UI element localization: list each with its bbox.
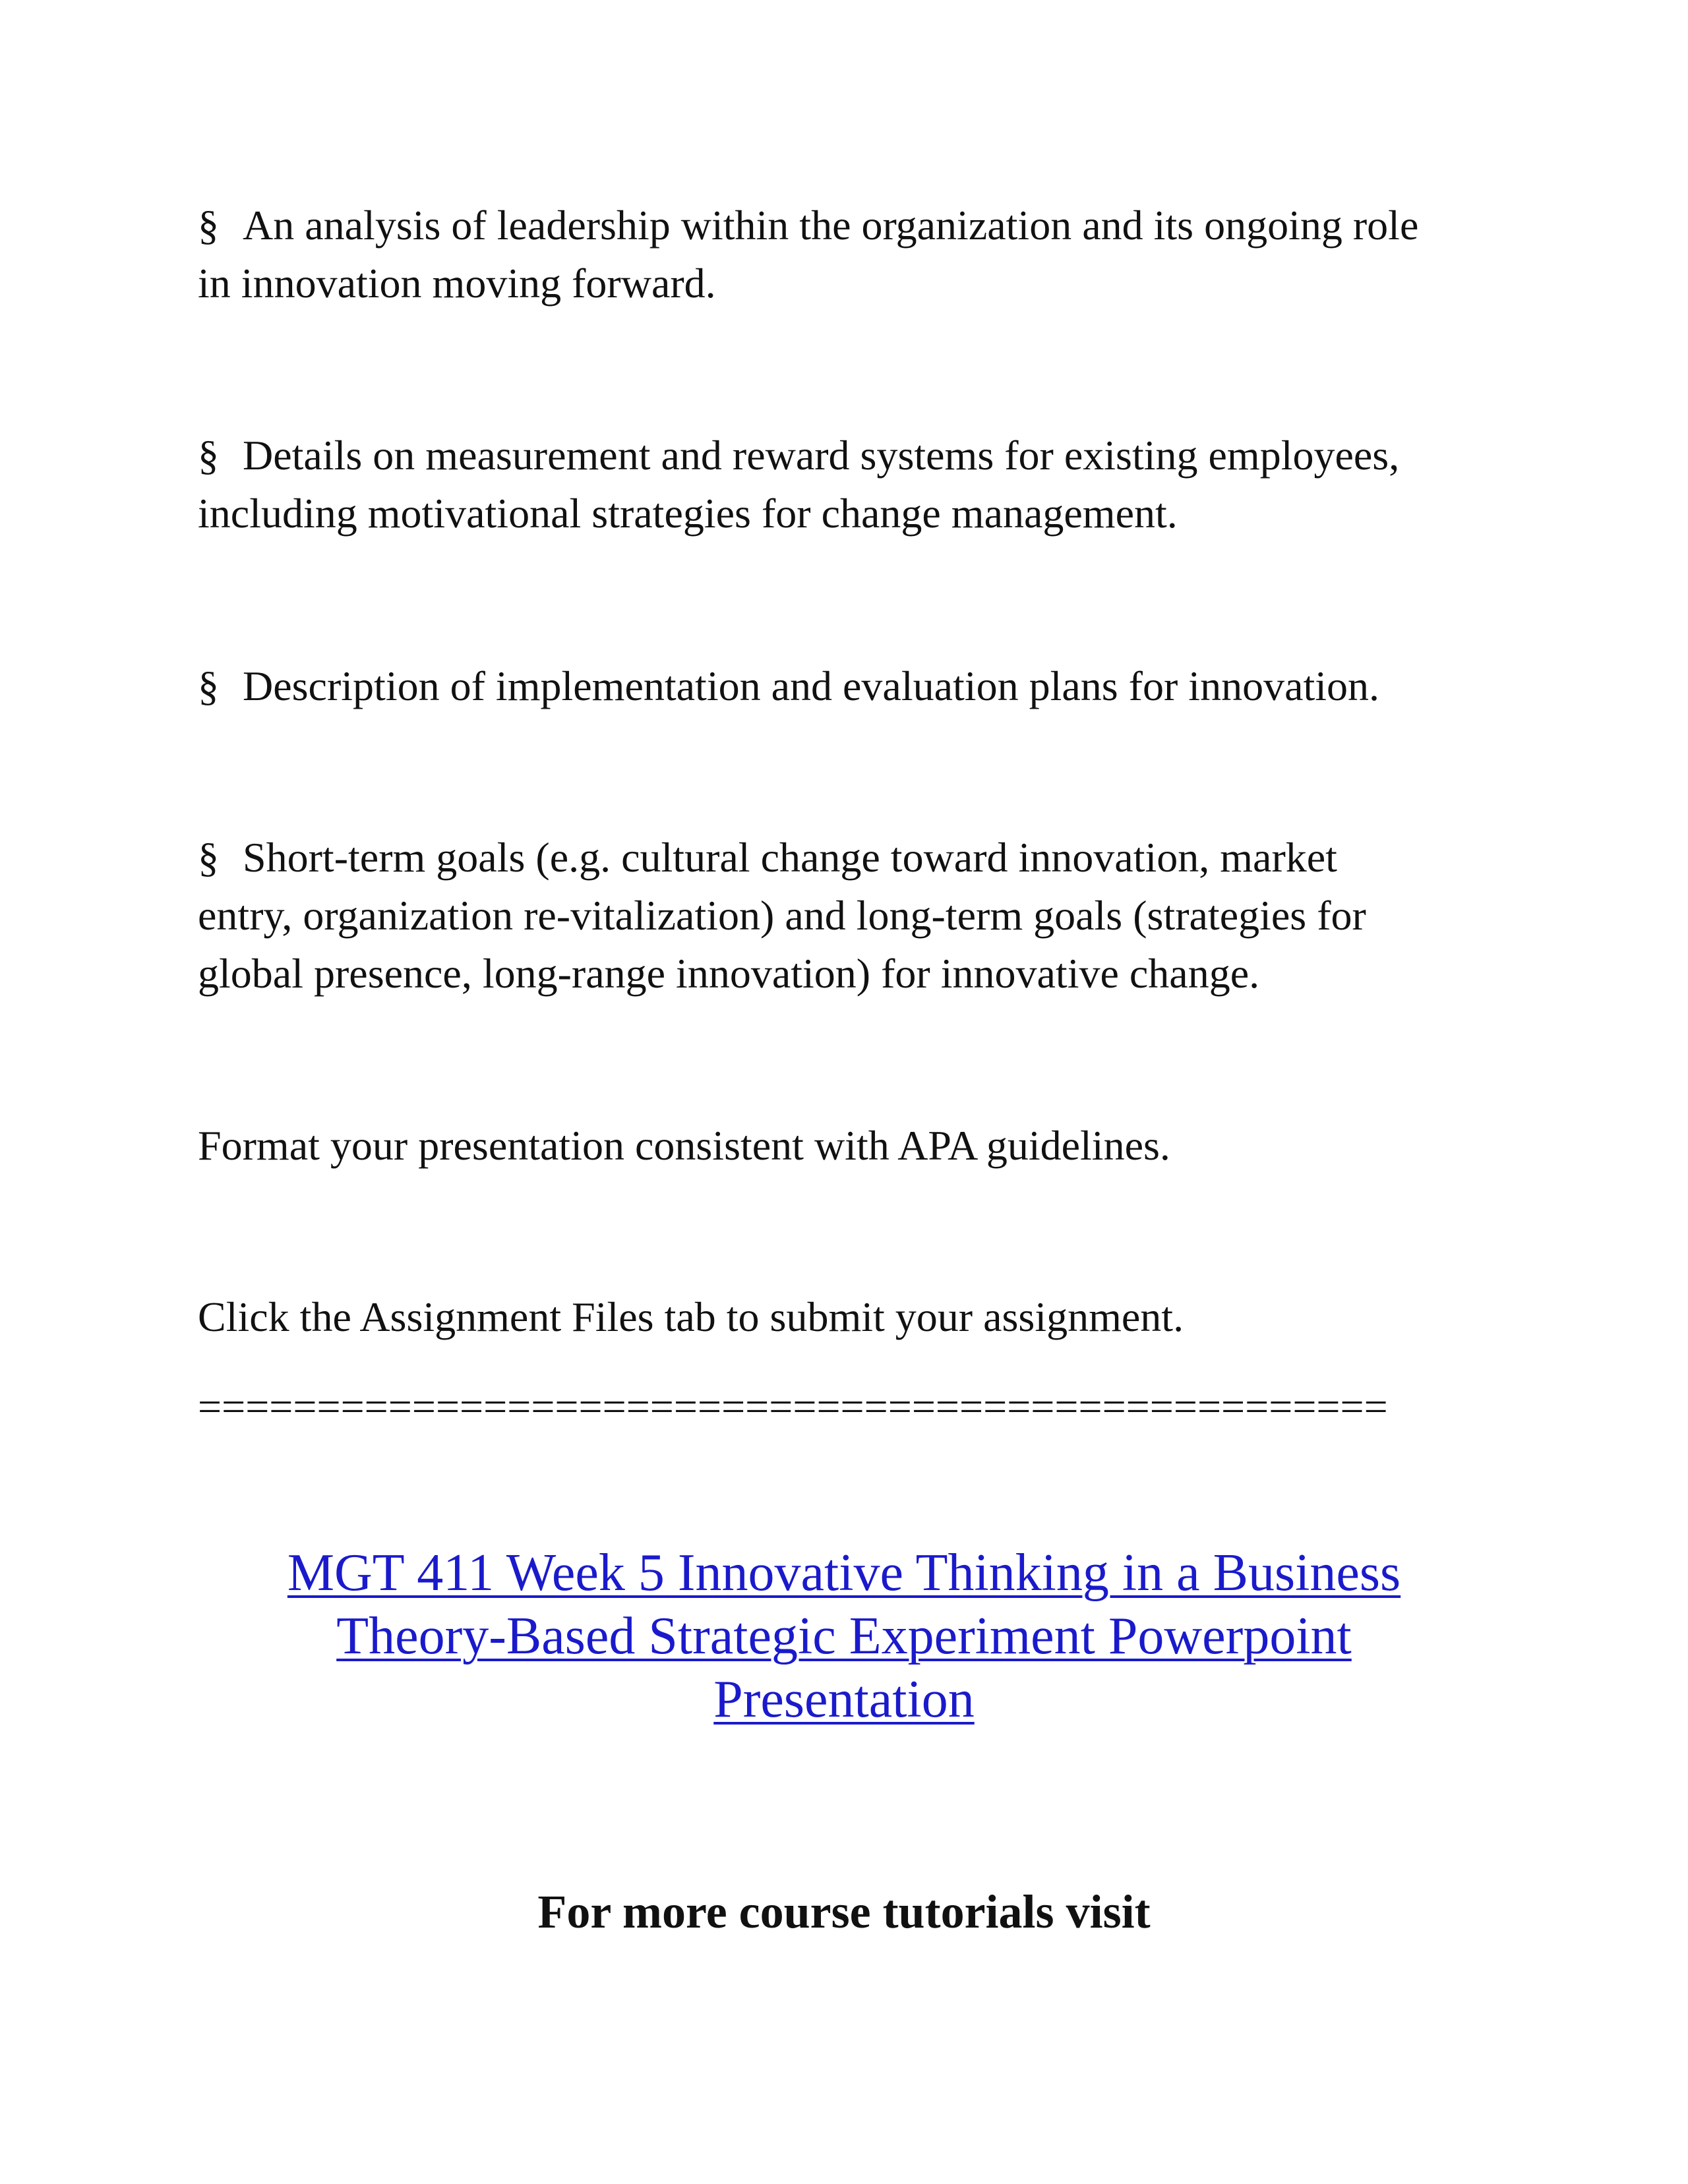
bullet-goals xyxy=(198,829,1503,1003)
course-link[interactable]: Theory-Based Strategic Experiment Powerpoint xyxy=(336,1607,1352,1665)
bullet-line xyxy=(198,657,1503,715)
bullet-measurement-reward xyxy=(198,427,1503,543)
bullet-text: An analysis of leadership within the organization and its ongoing role xyxy=(243,202,1419,249)
bullet-line: including motivational strategies for change management. xyxy=(198,490,1178,537)
submit-note: Click the Assignment Files tab to submit your assignment. xyxy=(198,1293,1184,1340)
bullet-line xyxy=(198,196,1503,254)
bullet-line: entry, organization re-vitalization) and long-term goals (strategies for xyxy=(198,892,1366,939)
section-sign-icon: § xyxy=(198,834,219,881)
bullet-leadership-analysis xyxy=(198,196,1503,312)
course-link-line xyxy=(0,1668,1688,1731)
bullet-line xyxy=(198,829,1503,887)
section-sign-icon: § xyxy=(198,663,219,709)
section-sign-icon: § xyxy=(198,432,219,479)
course-link-block xyxy=(0,1541,1688,1731)
section-sign-icon: § xyxy=(198,202,219,249)
course-link[interactable]: MGT 411 Week 5 Innovative Thinking in a Business xyxy=(287,1544,1401,1602)
footer-heading: For more course tutorials visit xyxy=(537,1885,1151,1938)
bullet-implementation-plans xyxy=(198,657,1503,715)
format-note: Format your presentation consistent with APA guidelines. xyxy=(198,1122,1170,1169)
bullet-line: in innovation moving forward. xyxy=(198,260,716,307)
bullet-text: Short-term goals (e.g. cultural change toward innovation, market xyxy=(243,834,1337,881)
bullet-text: Description of implementation and evaluation plans for innovation. xyxy=(243,663,1380,709)
bullet-line: global presence, long-range innovation) for innovative change. xyxy=(198,950,1260,997)
course-link-line xyxy=(0,1605,1688,1668)
bullet-line xyxy=(198,427,1503,485)
course-link[interactable]: Presentation xyxy=(713,1670,975,1728)
separator-line: ================================================== xyxy=(198,1383,1388,1430)
bullet-text: Details on measurement and reward systems for existing employees, xyxy=(243,432,1400,479)
course-link-line xyxy=(0,1541,1688,1605)
